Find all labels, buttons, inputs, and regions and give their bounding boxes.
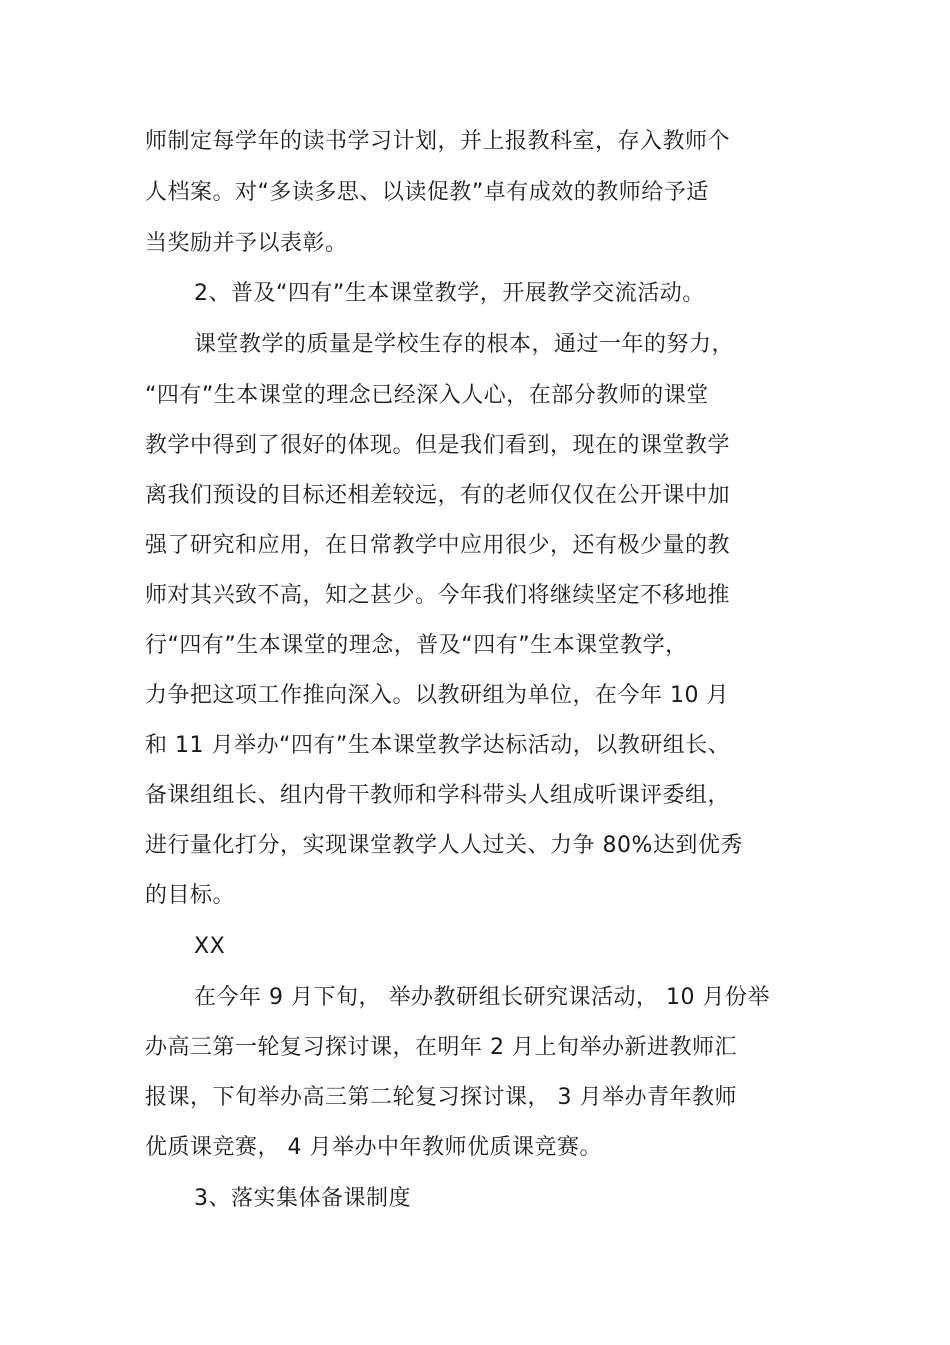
text-line: 人档案。对“多读多思、以读促教”卓有成效的教师给予适 <box>145 180 709 205</box>
placeholder-text: XX <box>194 934 226 959</box>
section-heading: 2、普及“四有”生本课堂教学，开展教学交流活动。 <box>194 281 705 306</box>
text-line: “四有”生本课堂的理念已经深入人心，在部分教师的课堂 <box>145 383 709 408</box>
text-line: 离我们预设的目标还相差较远，有的老师仅仅在公开课中加 <box>145 483 731 508</box>
text-line: 课堂教学的质量是学校生存的根本，通过一年的努力， <box>194 332 735 357</box>
text-line: 备课组组长、组内骨干教师和学科带头人组成听课评委组， <box>145 783 731 808</box>
section-heading: 3、落实集体备课制度 <box>194 1186 411 1211</box>
text-line: 当奖励并予以表彰。 <box>145 231 348 256</box>
text-line: 师制定每学年的读书学习计划，并上报教科室，存入教师个 <box>145 129 731 154</box>
text-line: 师对其兴致不高，知之甚少。今年我们将继续坚定不移地推 <box>145 583 731 608</box>
text-line: 报课，下旬举办高三第二轮复习探讨课， 3 月举办青年教师 <box>145 1085 737 1110</box>
text-line: 强了研究和应用，在日常教学中应用很少，还有极少量的教 <box>145 533 731 558</box>
text-line: 力争把这项工作推向深入。以教研组为单位，在今年 10 月 <box>145 683 729 708</box>
text-line: 教学中得到了很好的体现。但是我们看到，现在的课堂教学 <box>145 433 731 458</box>
text-line: 在今年 9 月下旬， 举办教研组长研究课活动， 10 月份举 <box>194 985 770 1010</box>
text-line: 和 11 月举办“四有”生本课堂教学达标活动，以教研组长、 <box>145 733 731 758</box>
text-line: 办高三第一轮复习探讨课，在明年 2 月上旬举办新进教师汇 <box>145 1035 737 1060</box>
text-line: 行“四有”生本课堂的理念，普及“四有”生本课堂教学， <box>145 633 688 658</box>
text-line: 的目标。 <box>145 883 236 908</box>
text-line: 优质课竞赛， 4 月举办中年教师优质课竞赛。 <box>145 1135 602 1160</box>
text-line: 进行量化打分，实现课堂教学人人过关、力争 80%达到优秀 <box>145 833 743 858</box>
